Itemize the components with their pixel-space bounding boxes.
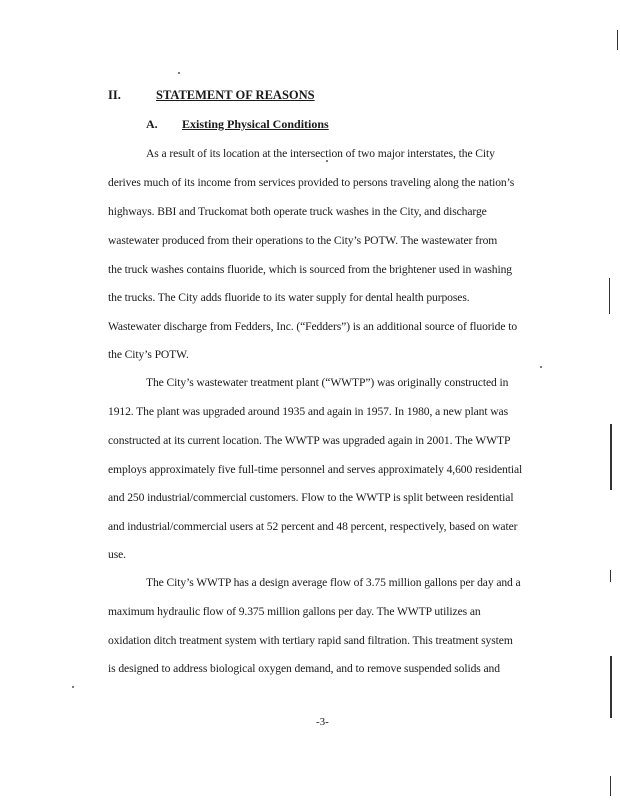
paragraph-line: oxidation ditch treatment system with tertiary rapid sand filtration. This treatment system <box>108 634 513 647</box>
paragraph-line: employs approximately five full-time personnel and serves approximately 4,600 residential <box>108 463 523 476</box>
section-heading <box>108 88 315 103</box>
paragraph-line: highways. BBI and Truckomat both operate truck washes in the City, and discharge <box>108 205 487 218</box>
scan-mark <box>609 278 610 314</box>
paragraph-line: 1912. The plant was upgraded around 1935 and again in 1957. In 1980, a new plant was <box>108 405 508 418</box>
scan-mark <box>610 570 611 582</box>
scan-dot <box>540 366 542 368</box>
paragraph-line: is designed to address biological oxygen demand, and to remove suspended solids and <box>108 662 500 675</box>
scan-mark <box>610 424 612 490</box>
scan-dot <box>178 72 180 74</box>
paragraph-line: use. <box>108 548 126 561</box>
paragraph-line: The City’s wastewater treatment plant (“WWTP”) was originally constructed in <box>146 376 509 389</box>
subsection-title: Existing Physical Conditions <box>182 117 329 131</box>
paragraph-line: and 250 industrial/commercial customers. Flow to the WWTP is split between residential <box>108 491 514 504</box>
paragraph-line: and industrial/commercial users at 52 percent and 48 percent, respectively, based on water <box>108 520 518 533</box>
paragraph-line: the trucks. The City adds fluoride to its water supply for dental health purposes. <box>108 291 470 304</box>
page-number: -3- <box>316 716 329 728</box>
section-title: STATEMENT OF REASONS <box>156 88 315 102</box>
scan-dot <box>326 160 328 162</box>
scan-mark <box>610 656 612 718</box>
paragraph-line: Wastewater discharge from Fedders, Inc. (“Fedders”) is an additional source of fluoride to <box>108 320 518 333</box>
paragraph-line: the truck washes contains fluoride, which is sourced from the brightener used in washing <box>108 263 512 276</box>
scan-mark <box>617 30 618 50</box>
section-number: II. <box>108 88 121 102</box>
subsection-heading <box>146 117 329 132</box>
paragraph-line: wastewater produced from their operations to the City’s POTW. The wastewater from <box>108 234 498 247</box>
subsection-letter: A. <box>146 117 158 131</box>
paragraph-line: The City’s WWTP has a design average flow of 3.75 million gallons per day and a <box>146 576 521 589</box>
paragraph-line: As a result of its location at the intersection of two major interstates, the City <box>146 147 495 160</box>
paragraph-line: maximum hydraulic flow of 9.375 million gallons per day. The WWTP utilizes an <box>108 605 481 618</box>
paragraph-line: constructed at its current location. The WWTP was upgraded again in 2001. The WWTP <box>108 434 511 447</box>
scan-mark <box>610 776 611 796</box>
paragraph-line: the City’s POTW. <box>108 348 189 361</box>
paragraph-line: derives much of its income from services provided to persons traveling along the nation’s <box>108 176 515 189</box>
scan-dot <box>72 686 74 688</box>
